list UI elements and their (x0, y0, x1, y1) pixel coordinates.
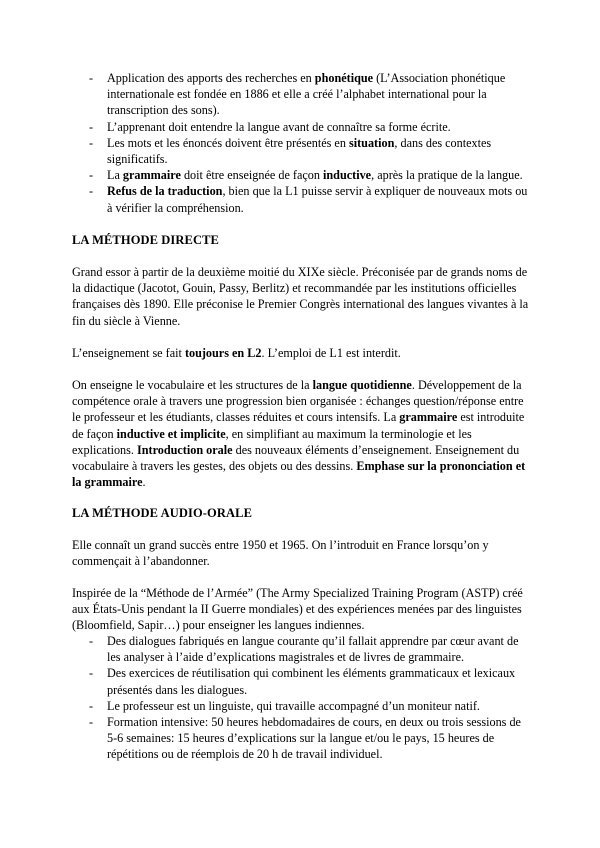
dash-bullet: - (89, 715, 94, 730)
paragraph-history (72, 264, 534, 329)
dash-bullet: - (89, 698, 94, 713)
text-run: Elle connaît un grand succès entre 1950 et 1965. On l’introduit en France lorsqu’on y commençait à l’abandonner. (72, 538, 489, 569)
list-item (72, 135, 534, 167)
list-item (72, 183, 534, 215)
dash-bullet: - (89, 634, 94, 648)
text-run: Des exercices de réutilisation qui combinent les éléments grammaticaux et lexicaux présentés dans les dialogues. (107, 666, 516, 697)
text-run: est introduite de façon (72, 410, 525, 441)
bold-text: inductive (323, 168, 372, 183)
text-run: Le professeur est un linguiste, qui travaille accompagné d’un moniteur natif. (107, 698, 480, 713)
text-run: . (142, 475, 146, 490)
list-item (72, 698, 534, 714)
text-run: , bien que la L1 puisse servir à expliquer de nouveaux mots ou à vérifier la compréhension. (107, 184, 528, 215)
text-run: Grand essor à partir de la deuxième moitié du XIXe siècle. Préconisée par de grands noms de la didactique (Jacotot, Gouin, Passy, Berlitz) et recommandée par les institutions officielles françaises dès 1890. Elle préconise le Premier Congrès international des langues vivantes à la fin du siècle à Vienne. (72, 265, 529, 328)
dash-bullet: - (89, 135, 94, 150)
paragraph-l2-only (72, 345, 534, 361)
paragraph-army-method (72, 585, 534, 634)
text-run: Les mots et les énoncés doivent être présentés en (107, 135, 349, 150)
dash-bullet: - (89, 666, 94, 681)
text-run: Application des apports des recherches en (107, 71, 315, 85)
bold-text: grammaire (399, 410, 458, 425)
dash-bullet: - (89, 119, 94, 134)
section-heading-audio-oral-method: LA MÉTHODE AUDIO-ORALE (72, 506, 253, 520)
bold-text: Refus de la traduction (107, 184, 223, 199)
list-item (72, 167, 534, 183)
text-run: La (107, 168, 123, 183)
list-item (72, 714, 534, 763)
principles-list (72, 70, 534, 216)
text-run: , après la pratique de la langue. (371, 168, 523, 183)
bold-text: grammaire (122, 168, 181, 183)
text-run: (L’Association phonétique internationale est fondée en 1886 et elle a créé l’alphabet international pour la transcription des sons). (107, 71, 506, 118)
list-item (72, 70, 534, 119)
list-item (72, 119, 534, 135)
paragraph-success (72, 537, 534, 569)
list-item (72, 633, 534, 665)
bold-text: situation (348, 135, 395, 150)
list-item (72, 665, 534, 697)
dash-bullet: - (89, 71, 94, 85)
bold-text: inductive et implicite (116, 426, 226, 441)
text-run: , en simplifiant au maximum la terminologie et les explications. (72, 426, 472, 457)
text-run: Inspirée de la “Méthode de l’Armée” (The Army Specialized Training Program (ASTP) créé aux États-Unis pendant la II Guerre mondiales) et des expériences menées par des linguistes (Bloomfield, Sapir…) pour enseigner les langues indiennes. (72, 586, 523, 633)
bold-text: langue quotidienne (312, 378, 412, 392)
dash-bullet: - (89, 168, 94, 183)
text-run: On enseigne le vocabulaire et les structures de la (72, 378, 313, 392)
section-heading-direct-method: LA MÉTHODE DIRECTE (72, 233, 219, 247)
text-run: doit être enseignée de façon (180, 168, 324, 183)
bold-text: toujours en L2 (184, 346, 262, 360)
text-run: L’enseignement se fait (72, 346, 185, 360)
text-run: L’apprenant doit entendre la langue avant de connaître sa forme écrite. (107, 119, 451, 134)
features-list (72, 633, 534, 763)
text-run: , dans des contextes significatifs. (107, 135, 492, 167)
text-run: . L’emploi de L1 est interdit. (261, 346, 401, 360)
text-run: des nouveaux éléments d’enseignement. Enseignement du vocabulaire à travers les gestes, des objets ou des dessins. (72, 442, 520, 474)
bold-text: Introduction orale (136, 442, 233, 457)
text-run: Formation intensive: 50 heures hebdomadaires de cours, en deux ou trois sessions de 5-6 semaines: 15 heures d’explications sur la langue et/ou le pays, 15 heures de répétitions ou de réemplois de 20 h de travail individuel. (107, 715, 521, 762)
paragraph-teaching-method (72, 377, 534, 490)
text-run: . Développement de la compétence orale à travers une progression bien organisée : échanges question/réponse entre le professeur et les étudiants, classes réduites et cours intensifs. La (72, 378, 524, 425)
bold-text: phonétique (314, 71, 374, 85)
text-run: Des dialogues fabriqués en langue courante qu’il fallait apprendre par cœur avant de les analyser à l’aide d’explications magistrales et de livres de grammaire. (107, 634, 519, 665)
dash-bullet: - (89, 184, 94, 199)
bold-text: Emphase sur la prononciation et la grammaire (72, 459, 526, 490)
